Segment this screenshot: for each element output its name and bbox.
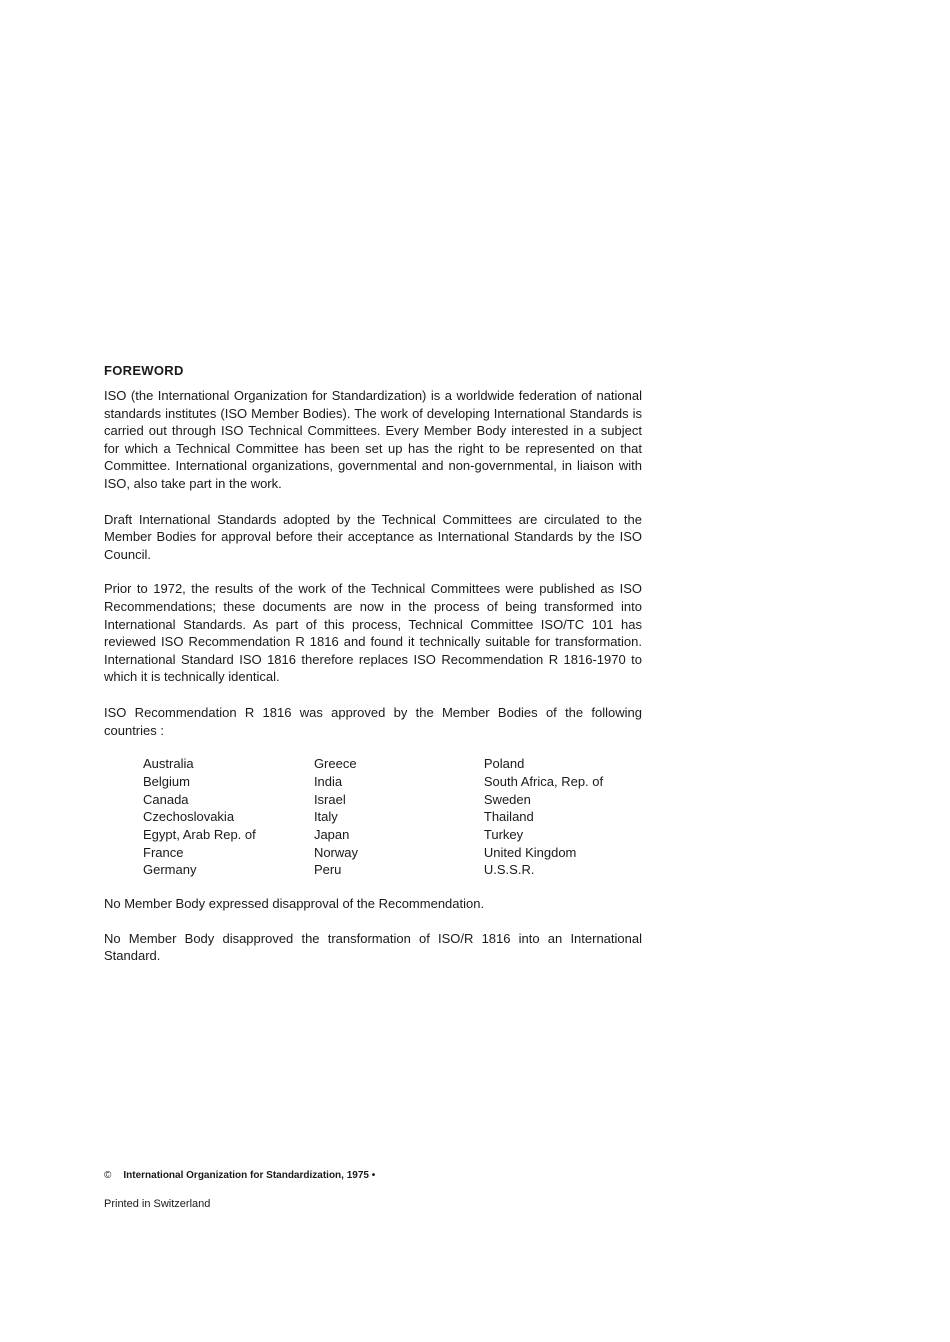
country-item: Japan	[313, 826, 350, 842]
countries-list	[143, 755, 642, 879]
copyright-line	[104, 1170, 375, 1181]
country-item: Germany	[143, 862, 197, 878]
country-item: Poland	[483, 756, 525, 772]
foreword-heading: FOREWORD	[104, 363, 184, 378]
printed-in-note: Printed in Switzerland	[104, 1198, 211, 1210]
country-item: Czechoslovakia	[143, 809, 235, 825]
countries-column-3	[484, 755, 642, 879]
foreword-section	[104, 363, 642, 965]
paragraph-iso-intro: ISO (the International Organization for Standardization) is a worldwide federation of national standards institutes (ISO Member Bodies). The work of developing International Standards is carried out through ISO Technical Committees. Every Member Body interested in a subject for which a Technical Committee has been set up has the right to be represented on that Committee. International organizations, governmental and non-governmental, in liaison with ISO, also take part in the work.	[104, 388, 642, 491]
country-item: Greece	[313, 756, 357, 772]
country-item: Egypt, Arab Rep. of	[143, 826, 256, 842]
country-item: Israel	[313, 791, 346, 807]
country-item: United Kingdom	[483, 844, 577, 860]
country-item: Turkey	[483, 826, 524, 842]
country-item: Thailand	[483, 809, 534, 825]
country-item: U.S.S.R.	[483, 862, 535, 878]
country-item: India	[313, 773, 343, 789]
country-item: Belgium	[143, 773, 190, 789]
paragraph-no-transformation-disapproval: No Member Body disapproved the transformation of ISO/R 1816 into an International Standard.	[104, 930, 642, 964]
country-item: Australia	[143, 756, 194, 772]
country-item: Canada	[143, 791, 189, 807]
copyright-text: International Organization for Standardization, 1975 •	[123, 1170, 376, 1181]
paragraph-approval: ISO Recommendation R 1816 was approved by the Member Bodies of the following countries :	[104, 704, 642, 738]
paragraph-no-disapproval: No Member Body expressed disapproval of the Recommendation.	[104, 896, 485, 912]
country-item: Sweden	[483, 791, 531, 807]
country-item: Italy	[313, 809, 338, 825]
paragraph-draft-standards: Draft International Standards adopted by the Technical Committees are circulated to the Member Bodies for approval before their acceptance as International Standards by the ISO Council.	[104, 511, 642, 562]
countries-column-1	[143, 755, 314, 879]
country-item: Peru	[313, 862, 342, 878]
paragraph-transformation: Prior to 1972, the results of the work of the Technical Committees were published as ISO Recommendations; these documents are now in the process of being transformed into International Standards. As part of this process, Technical Committee ISO/TC 101 has reviewed ISO Recommendation R 1816 and found it technically suitable for transformation. International Standard ISO 1816 therefore replaces ISO Recommendation R 1816-1970 to which it is technically identical.	[104, 581, 642, 685]
country-item: South Africa, Rep. of	[483, 773, 604, 789]
countries-column-2	[314, 755, 484, 879]
country-item: Norway	[313, 844, 359, 860]
copyright-icon: ©	[104, 1170, 112, 1181]
country-item: France	[143, 844, 184, 860]
